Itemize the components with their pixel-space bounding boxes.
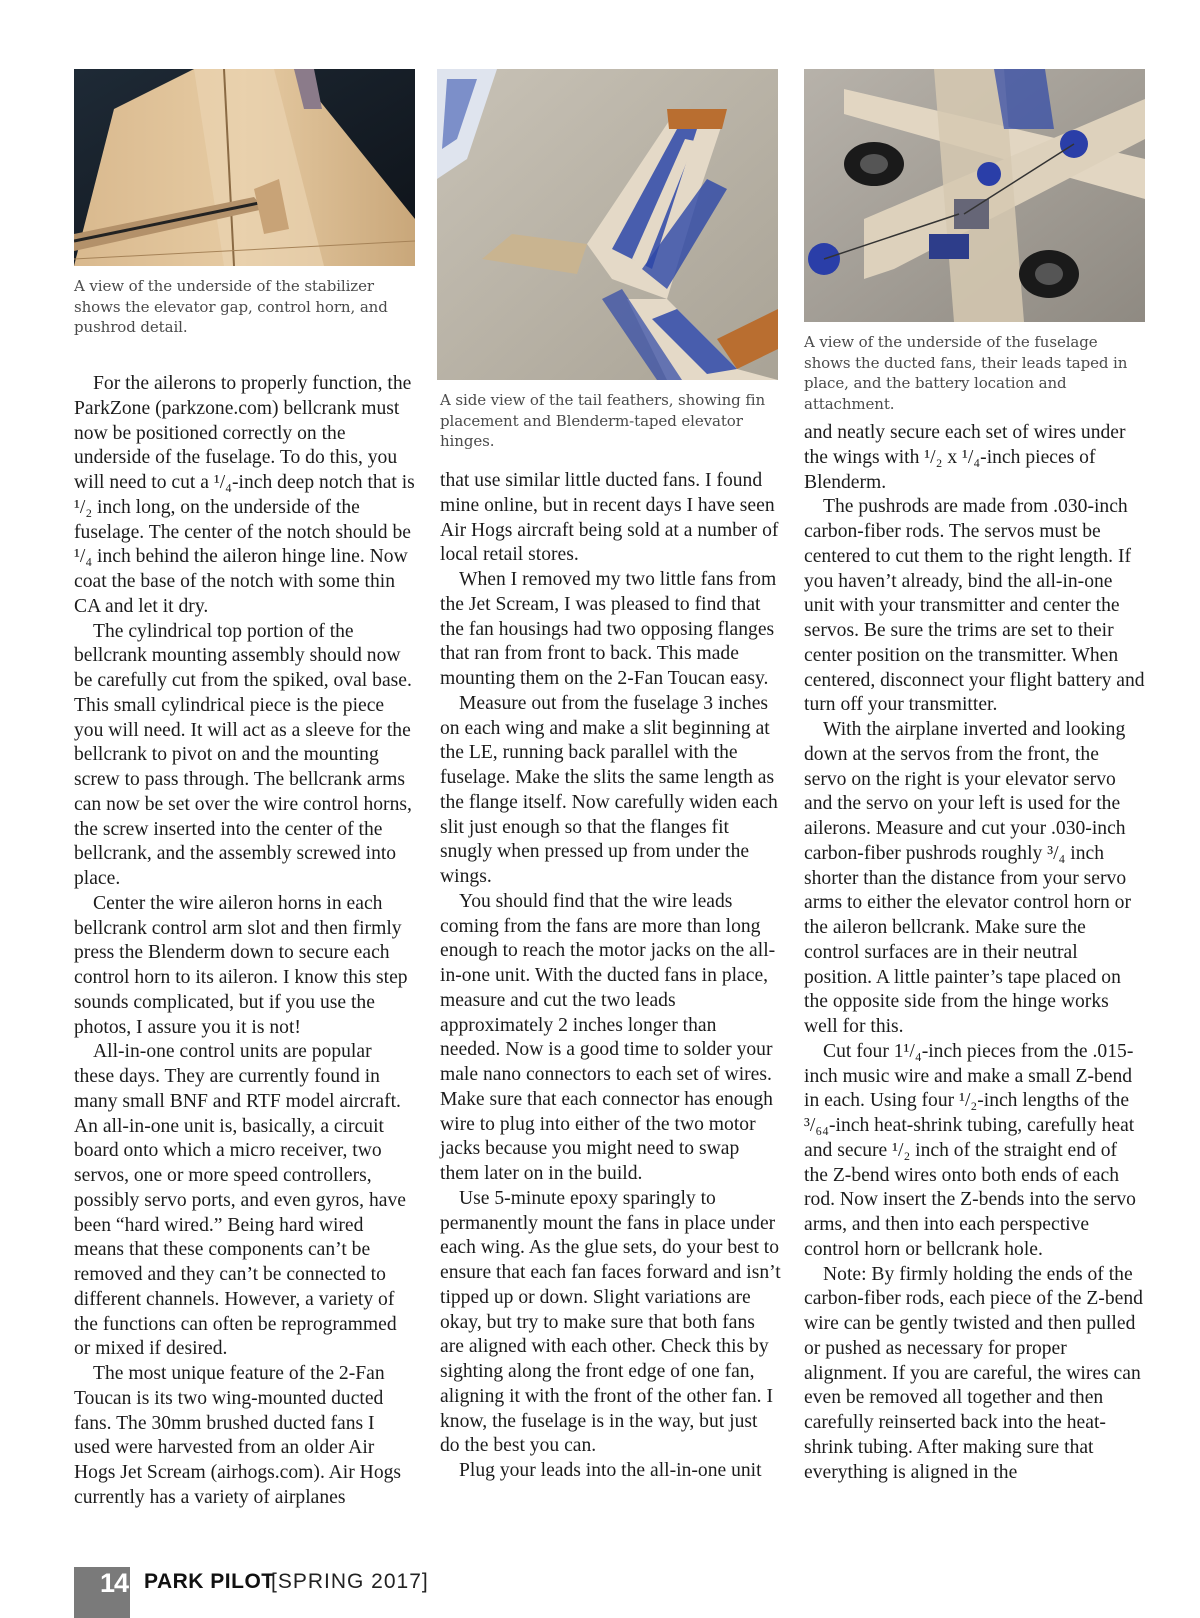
paragraph: and neatly secure each set of wires under the wings with ¹/₂ x ¹/₄-inch pieces of Blenderm. — [804, 422, 1126, 493]
paragraph: You should find that the wire leads coming from the fans are more than long enough to reach the motor jacks on the all-in-one unit. With the ducted fans in place, measure and cut the two leads approximately 2 inches longer than needed. Now is a good time to solder your male nano connectors to each set of wires. Make sure that each connector has enough wire to plug into either of the two motor jacks because you might need to swap them later on in the build. — [440, 890, 776, 1184]
paragraph: With the airplane inverted and looking down at the servos from the front, the servo on the right is your elevator servo and the servo on your left is used for the ailerons. Measure and cut your .030-inch carbon-fiber pushrods roughly ³/₄ inch shorter than the distance from your servo arms to either the elevator control horn or the aileron bellcrank. Make sure the control surfaces are in their neutral position. A little painter’s tape placed on the opposite side from the hinge works well for this. — [804, 719, 1131, 1037]
photo-caption: A view of the underside of the stabilizer shows the elevator gap, control horn, and pushrod detail. — [74, 277, 388, 337]
paragraph: that use similar little ducted fans. I found mine online, but in recent days I have seen Air Hogs aircraft being sold at a number of local retail stores. — [440, 470, 779, 566]
paragraph: For the ailerons to properly function, the ParkZone (parkzone.com) bellcrank must now be positioned correctly on the underside of the fuselage. To do this, you will need to cut a ¹/₄-inch deep notch that is ¹/₂ inch long, on the underside of the fuselage. The center of the notch should be ¹/₄ inch behind the aileron hinge line. Now coat the base of the notch with some thin CA and let it dry. — [74, 373, 415, 617]
article-column-1 — [74, 372, 415, 1511]
paragraph: All-in-one control units are popular these days. They are currently found in many small BNF and RTF model aircraft. An all-in-one unit is, basically, a circuit board onto which a micro receiver, two servos, one or more speed controllers, possibly servo ports, and even gyros, have been “hard wired.” Being hard wired means that these components can’t be removed and they can’t be connected to different channels. However, a variety of the functions can often be reprogrammed or mixed if desired. — [74, 1041, 406, 1360]
paragraph: Use 5-minute epoxy sparingly to permanently mount the fans in place under each wing. As the glue sets, do your best to ensure that each fan faces forward and isn’t tipped up or down. Slight variations are okay, but try to make sure that both fans are aligned with each other. Check this by sighting along the front edge of one fan, aligning it with the front of the other fan. I know, the fuselage is in the way, but just do the best you can. — [440, 1187, 781, 1457]
paragraph: The cylindrical top portion of the bellcrank mounting assembly should now be carefully cut from the spiked, oval base. This small cylindrical piece is the piece you will need. It will act as a sleeve for the bellcrank to pivot on and the mounting screw to pass through. The bellcrank arms can now be set over the wire control horns, the screw inserted into the center of the bellcrank, and the assembly screwed into place. — [74, 620, 412, 889]
paragraph: The pushrods are made from .030-inch carbon-fiber rods. The servos must be centered to cut them to the right length. If you haven’t already, bind the all-in-one unit with your transmitter and center the servos. Be sure the trims are set to their center position on the transmitter. When centered, disconnect your flight battery and turn off your transmitter. — [804, 496, 1145, 716]
article-column-3 — [804, 421, 1145, 1485]
paragraph: When I removed my two little fans from the Jet Scream, I was pleased to find that the fan housings had two opposing flanges that ran from front to back. This made mounting them on the 2-Fan Toucan easy. — [440, 569, 777, 689]
paragraph: Cut four 1¹/₄-inch pieces from the .015-inch music wire and make a small Z-bend in each. Using four ¹/₂-inch lengths of the ³/₆₄-inch heat-shrink tubing, carefully heat and secure ¹/₂ inch of the straight end of the Z-bend wires onto both ends of each rod. Now insert the Z-bends into the servo arms, and then into each perspective control horn or bellcrank hole. — [804, 1040, 1136, 1260]
stabilizer-underside-photo — [74, 69, 415, 266]
photo-caption: A side view of the tail feathers, showing fin placement and Blenderm-taped elevator hinges. — [440, 391, 766, 451]
paragraph: Measure out from the fuselage 3 inches on each wing and make a slit beginning at the LE, running back parallel with the fuselage. Make the slits the same length as the flange itself. Now carefully widen each slit just enough so that the flanges fit snugly when pressed up from under the wings. — [440, 692, 778, 887]
paragraph: Plug your leads into the all-in-one unit — [459, 1460, 762, 1481]
photo-caption: A view of the underside of the fuselage shows the ducted fans, their leads taped in place, and the battery location and attachment. — [804, 333, 1128, 413]
magazine-title: PARK PILOT — [144, 1570, 275, 1593]
article-column-2 — [440, 469, 781, 1484]
paragraph: The most unique feature of the 2-Fan Toucan is its two wing-mounted ducted fans. The 30mm brushed ducted fans I used were harvested from an older Air Hogs Jet Scream (airhogs.com). Air Hogs currently has a variety of airplanes — [74, 1363, 402, 1508]
paragraph: Note: By firmly holding the ends of the carbon-fiber rods, each piece of the Z-bend wire can be gently twisted and then pulled or pushed as necessary for proper alignment. If you are careful, the wires can even be removed all together and then carefully reinserted back into the heat-shrink tubing. After making sure that everything is aligned in the — [804, 1263, 1143, 1483]
paragraph: Center the wire aileron horns in each bellcrank control arm slot and then firmly press the Blenderm down to secure each control horn to its aileron. I know this step sounds complicated, but if you use the photos, I assure you it is not! — [74, 892, 408, 1038]
page-number: 14 — [100, 1568, 129, 1598]
fuselage-underside-photo — [804, 69, 1145, 322]
tail-feathers-photo — [437, 69, 778, 380]
issue-label: [SPRING 2017] — [271, 1570, 429, 1593]
